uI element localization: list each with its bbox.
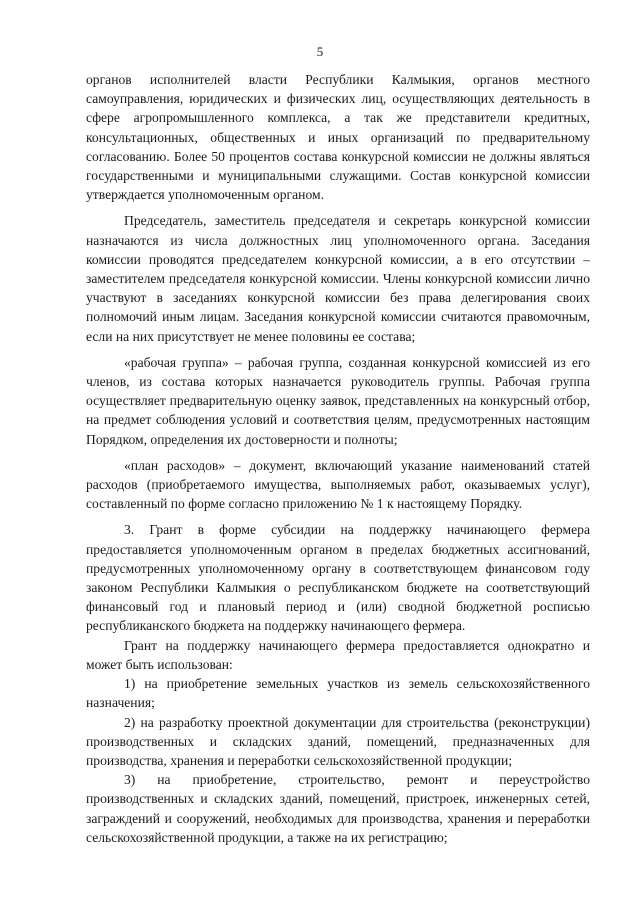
paragraph-working-group: «рабочая группа» – рабочая группа, созданная конкурсной комиссией из его членов, из состава которых назначается руководитель группы. Рабочая группа осуществляет предварительную оценку заявок, представленных на конкурсный отбор, на предмет соблюдения условий и соответствия целям, предусмотренных настоящим Порядком, определения их достоверности и полноты; (86, 354, 590, 447)
list-item-3: 3) на приобретение, строительство, ремонт и переустройство производственных и складских зданий, помещений, пристроек, инженерных сетей, заграждений и сооружений, необходимых для производства, хранения и переработки сельскохозяйственной продукции, а также на их регистрацию; (86, 772, 590, 845)
list-item-2: 2) на разработку проектной документации для строительства (реконструкции) производственных и складских зданий, помещений, предназначенных для производства, хранения и переработки сельскохозяйственной продукции; (86, 714, 590, 768)
paragraph-expense-plan: «план расходов» – документ, включающий указание наименований статей расходов (приобретаемого имущества, выполняемых работ, оказываемых услуг), составленный по форме согласно приложению № 1 к настоящему Порядку. (86, 457, 590, 512)
list-item-1: 1) на приобретение земельных участков из земель сельскохозяйственного назначения; (86, 676, 590, 711)
document-body (86, 70, 590, 847)
paragraph-grant-provision: 3. Грант в форме субсидии на поддержку начинающего фермера предоставляется уполномоченным органом в пределах бюджетных ассигнований, предусмотренных уполномоченному органу в соответствующем финансовом году законом Республики Калмыкия о республиканском бюджете на соответствующий финансовый год и плановый период и (или) сводной бюджетной росписью республиканского бюджета на поддержку начинающего фермера. (86, 522, 590, 634)
paragraph-commission-composition: органов исполнителей власти Республики Калмыкия, органов местного самоуправления, юридических и физических лиц, осуществляющих деятельность в сфере агропромышленного комплекса, а так же представители кредитных, консультационных, общественных и иных организаций по предварительному согласованию. Более 50 процентов состава конкурсной комиссии не должны являться государственными и муниципальными служащими. Состав конкурсной комиссии утверждается уполномоченным органом. (86, 72, 590, 203)
paragraph-commission-officers: Председатель, заместитель председателя и секретарь конкурсной комиссии назначаются из числа должностных лиц уполномоченного органа. Заседания комиссии проводятся председателем конкурсной комиссии, а в его отсутствии – заместителем председателя конкурсной комиссии. Члены конкурсной комиссии лично участвуют в заседаниях конкурсной комиссии без права делегирования своих полномочий иным лицам. Заседания конкурсной комиссии считаются правомочным, если на них присутствует не менее половины ее состава; (86, 213, 590, 344)
paragraph-grant-usage-intro: Грант на поддержку начинающего фермера предоставляется однократно и может быть использован: (86, 637, 590, 672)
page-number: 5 (316, 44, 324, 59)
